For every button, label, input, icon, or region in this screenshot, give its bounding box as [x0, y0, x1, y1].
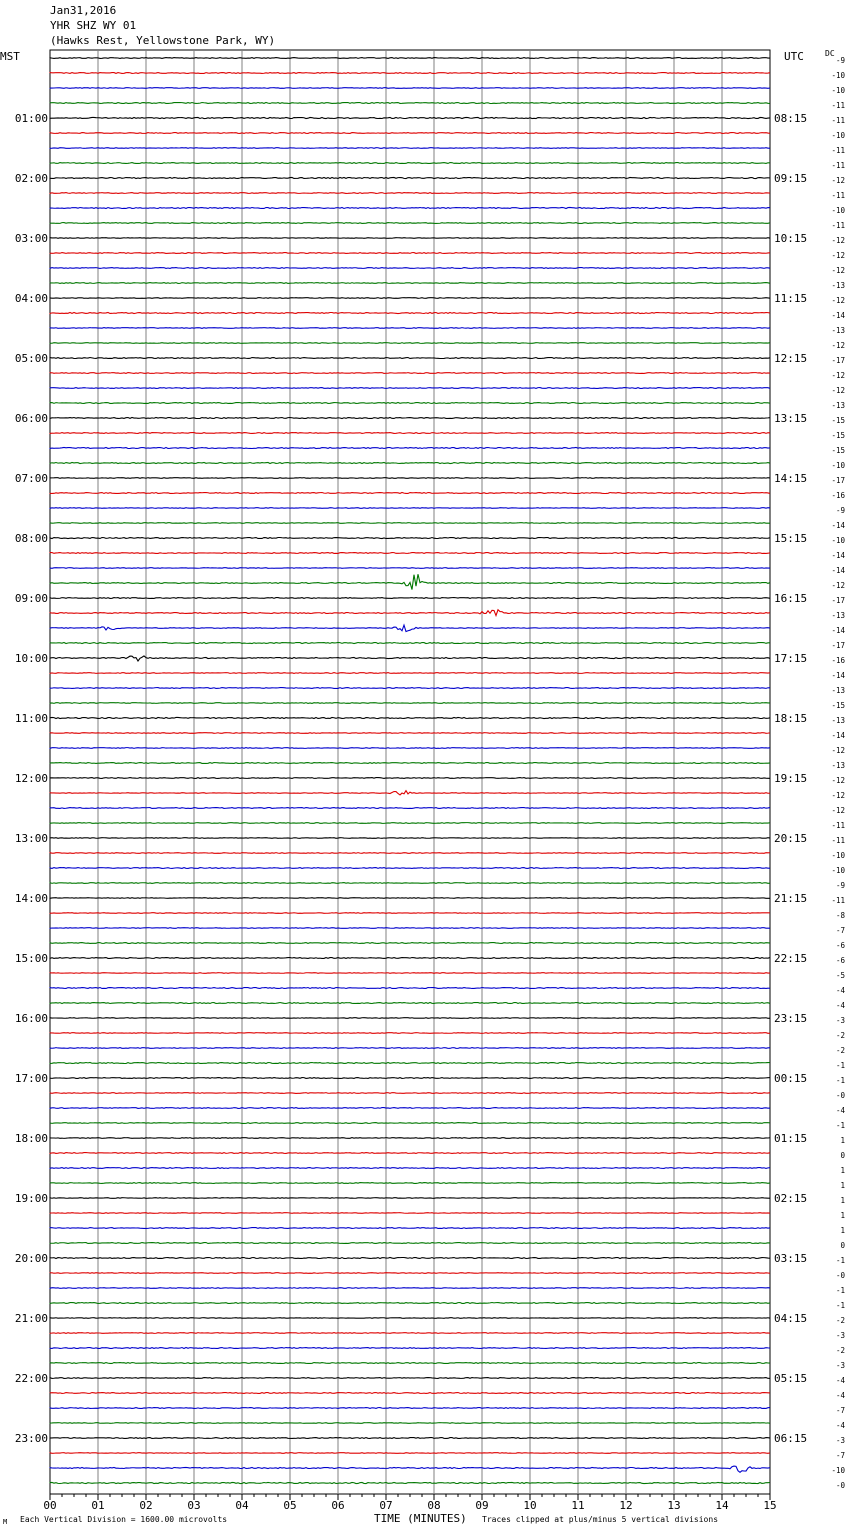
- dc-offset-label: -13: [831, 281, 845, 290]
- dc-offset-label: -12: [831, 776, 845, 785]
- dc-offset-label: 1: [840, 1166, 845, 1175]
- dc-offset-label: -11: [831, 191, 845, 200]
- dc-offset-label: -6: [835, 956, 845, 965]
- trace-line: [50, 1393, 770, 1394]
- utc-hour-label: 16:15: [774, 592, 808, 605]
- dc-offset-label: -16: [831, 656, 845, 665]
- dc-offset-label: -15: [831, 416, 845, 425]
- dc-offset-label: -12: [831, 251, 845, 260]
- dc-offset-label: -5: [835, 971, 845, 980]
- x-tick-label: 13: [667, 1499, 681, 1512]
- trace-line: [50, 358, 770, 359]
- trace-line: [50, 1123, 770, 1124]
- x-tick-label: 07: [379, 1499, 393, 1512]
- dc-offset-label: -13: [831, 326, 845, 335]
- x-tick-label: 11: [571, 1499, 585, 1512]
- trace-line: [50, 433, 770, 434]
- utc-hour-label: 02:15: [774, 1192, 808, 1205]
- dc-offset-label: -11: [831, 146, 845, 155]
- dc-offset-label: -14: [831, 311, 845, 320]
- dc-offset-label: -9: [835, 506, 845, 515]
- mst-hour-label: 05:00: [14, 352, 48, 365]
- utc-hour-label: 17:15: [774, 652, 808, 665]
- dc-offset-label: -4: [835, 1106, 845, 1115]
- dc-offset-label: -12: [831, 581, 845, 590]
- dc-offset-label: -12: [831, 806, 845, 815]
- corner-mark: M: [3, 1518, 8, 1526]
- trace-line: [50, 268, 770, 269]
- trace-line: [50, 1482, 770, 1483]
- mst-hour-label: 03:00: [14, 232, 48, 245]
- dc-offset-label: -7: [835, 926, 845, 935]
- trace-line: [50, 177, 770, 178]
- dc-offset-label: -10: [831, 851, 845, 860]
- utc-hour-label: 10:15: [774, 232, 808, 245]
- dc-offset-label: -4: [835, 986, 845, 995]
- dc-offset-label: -10: [831, 206, 845, 215]
- dc-offset-label: -14: [831, 521, 845, 530]
- mst-hour-label: 04:00: [14, 292, 48, 305]
- trace-line: [50, 898, 770, 899]
- trace-line: [50, 253, 770, 254]
- dc-offset-label: -2: [835, 1031, 845, 1040]
- mst-hour-label: 23:00: [14, 1432, 48, 1445]
- utc-hour-label: 11:15: [774, 292, 808, 305]
- utc-hour-label: 22:15: [774, 952, 808, 965]
- utc-hour-label: 01:15: [774, 1132, 808, 1145]
- dc-offset-label: -17: [831, 356, 845, 365]
- plot-frame: [50, 50, 770, 1494]
- plot-date: Jan31,2016: [50, 4, 117, 17]
- dc-offset-label: -12: [831, 341, 845, 350]
- trace-line: [50, 1243, 770, 1244]
- dc-offset-label: -10: [831, 461, 845, 470]
- mst-hour-label: 16:00: [14, 1012, 48, 1025]
- dc-offset-label: -2: [835, 1046, 845, 1055]
- trace-line: [50, 1423, 770, 1424]
- dc-offset-label: -17: [831, 596, 845, 605]
- trace-line: [50, 958, 770, 959]
- dc-offset-label: -4: [835, 1391, 845, 1400]
- trace-line: [50, 598, 770, 599]
- dc-offset-label: -9: [835, 56, 845, 65]
- trace-line: [50, 1288, 770, 1289]
- dc-offset-label: -10: [831, 866, 845, 875]
- trace-line: [50, 943, 770, 944]
- dc-offset-label: -0: [835, 1271, 845, 1280]
- mst-hour-label: 15:00: [14, 952, 48, 965]
- dc-offset-label: -12: [831, 176, 845, 185]
- trace-line: [50, 642, 770, 643]
- mst-hour-label: 06:00: [14, 412, 48, 425]
- trace-line: [50, 973, 770, 974]
- utc-hour-label: 00:15: [774, 1072, 808, 1085]
- dc-offset-label: -14: [831, 551, 845, 560]
- dc-offset-label: -15: [831, 701, 845, 710]
- dc-offset-label: -12: [831, 746, 845, 755]
- trace-line: [50, 1466, 770, 1472]
- dc-offset-label: -13: [831, 401, 845, 410]
- dc-offset-label: -11: [831, 221, 845, 230]
- dc-offset-label: -7: [835, 1406, 845, 1415]
- trace-line: [50, 388, 770, 389]
- x-tick-label: 10: [523, 1499, 537, 1512]
- trace-line: [50, 1168, 770, 1169]
- trace-line: [50, 1333, 770, 1334]
- x-tick-label: 04: [235, 1499, 249, 1512]
- dc-offset-label: -11: [831, 161, 845, 170]
- trace-line: [50, 610, 770, 616]
- trace-line: [50, 537, 770, 538]
- trace-line: [50, 343, 770, 344]
- trace-line: [50, 193, 770, 194]
- trace-line: [50, 656, 770, 661]
- trace-line: [50, 868, 770, 869]
- trace-line: [50, 838, 770, 839]
- trace-line: [50, 1093, 770, 1094]
- trace-line: [50, 1048, 770, 1049]
- mst-hour-label: 21:00: [14, 1312, 48, 1325]
- trace-line: [50, 1228, 770, 1229]
- trace-line: [50, 1363, 770, 1364]
- trace-line: [50, 418, 770, 419]
- trace-line: [50, 133, 770, 134]
- dc-offset-label: -1: [835, 1256, 845, 1265]
- mst-hour-label: 01:00: [14, 112, 48, 125]
- trace-line: [50, 717, 770, 718]
- trace-line: [50, 688, 770, 689]
- dc-offset-label: 1: [840, 1136, 845, 1145]
- utc-hour-label: 23:15: [774, 1012, 808, 1025]
- dc-offset-label: -4: [835, 1421, 845, 1430]
- trace-line: [50, 778, 770, 779]
- dc-offset-label: 0: [840, 1241, 845, 1250]
- dc-offset-label: -14: [831, 731, 845, 740]
- trace-line: [50, 103, 770, 104]
- trace-line: [50, 1348, 770, 1349]
- trace-line: [50, 88, 770, 89]
- trace-line: [50, 928, 770, 929]
- trace-line: [50, 703, 770, 704]
- dc-offset-label: -11: [831, 116, 845, 125]
- trace-line: [50, 1153, 770, 1154]
- dc-offset-label: -1: [835, 1076, 845, 1085]
- trace-line: [50, 1303, 770, 1304]
- trace-line: [50, 478, 770, 479]
- mst-hour-label: 02:00: [14, 172, 48, 185]
- trace-line: [50, 1033, 770, 1034]
- utc-hour-label: 15:15: [774, 532, 808, 545]
- trace-line: [50, 1108, 770, 1109]
- trace-line: [50, 733, 770, 734]
- dc-offset-label: -15: [831, 431, 845, 440]
- dc-offset-label: -2: [835, 1316, 845, 1325]
- dc-offset-label: -9: [835, 881, 845, 890]
- trace-line: [50, 1273, 770, 1274]
- mst-hour-label: 18:00: [14, 1132, 48, 1145]
- utc-hour-label: 09:15: [774, 172, 808, 185]
- trace-line: [50, 1183, 770, 1184]
- dc-offset-label: -17: [831, 641, 845, 650]
- dc-offset-label: -13: [831, 761, 845, 770]
- trace-line: [50, 373, 770, 374]
- trace-line: [50, 574, 770, 589]
- x-tick-label: 06: [331, 1499, 345, 1512]
- trace-line: [50, 207, 770, 208]
- trace-line: [50, 1258, 770, 1259]
- mst-hour-label: 22:00: [14, 1372, 48, 1385]
- trace-line: [50, 748, 770, 749]
- dc-offset-label: -14: [831, 671, 845, 680]
- trace-line: [50, 223, 770, 224]
- trace-line: [50, 283, 770, 284]
- x-tick-label: 08: [427, 1499, 441, 1512]
- dc-offset-label: 1: [840, 1211, 845, 1220]
- dc-offset-label: -14: [831, 566, 845, 575]
- mst-hour-label: 14:00: [14, 892, 48, 905]
- mst-hour-label: 11:00: [14, 712, 48, 725]
- trace-line: [50, 238, 770, 239]
- trace-line: [50, 117, 770, 118]
- trace-line: [50, 148, 770, 149]
- dc-offset-label: -14: [831, 626, 845, 635]
- x-tick-label: 03: [187, 1499, 201, 1512]
- x-tick-label: 15: [763, 1499, 777, 1512]
- trace-line: [50, 1003, 770, 1004]
- utc-hour-label: 03:15: [774, 1252, 808, 1265]
- trace-line: [50, 1078, 770, 1079]
- dc-offset-label: -3: [835, 1361, 845, 1370]
- trace-line: [50, 1318, 770, 1319]
- dc-offset-label: -0: [835, 1481, 845, 1490]
- x-tick-label: 14: [715, 1499, 729, 1512]
- trace-line: [50, 913, 770, 914]
- trace-line: [50, 403, 770, 404]
- trace-line: [50, 493, 770, 494]
- dc-offset-label: -12: [831, 296, 845, 305]
- mst-axis-label: MST: [0, 50, 20, 63]
- x-tick-label: 12: [619, 1499, 633, 1512]
- mst-hour-label: 08:00: [14, 532, 48, 545]
- x-tick-label: 01: [91, 1499, 105, 1512]
- trace-line: [50, 568, 770, 569]
- trace-line: [50, 1198, 770, 1199]
- dc-offset-label: 1: [840, 1196, 845, 1205]
- dc-offset-label: -10: [831, 71, 845, 80]
- trace-line: [50, 673, 770, 674]
- trace-line: [50, 163, 770, 164]
- trace-line: [50, 808, 770, 809]
- trace-line: [50, 462, 770, 463]
- trace-line: [50, 823, 770, 824]
- mst-hour-label: 17:00: [14, 1072, 48, 1085]
- utc-hour-label: 21:15: [774, 892, 808, 905]
- x-tick-label: 05: [283, 1499, 297, 1512]
- dc-offset-label: -3: [835, 1016, 845, 1025]
- trace-line: [50, 1378, 770, 1379]
- x-tick-label: 00: [43, 1499, 57, 1512]
- trace-line: [50, 1063, 770, 1064]
- dc-offset-label: -7: [835, 1451, 845, 1460]
- dc-offset-label: -12: [831, 236, 845, 245]
- utc-hour-label: 13:15: [774, 412, 808, 425]
- dc-header-label: DC: [825, 49, 835, 58]
- dc-offset-label: -12: [831, 266, 845, 275]
- mst-hour-label: 20:00: [14, 1252, 48, 1265]
- utc-axis-label: UTC: [784, 50, 804, 63]
- dc-offset-label: -16: [831, 491, 845, 500]
- dc-offset-label: -0: [835, 1091, 845, 1100]
- dc-offset-label: -10: [831, 1466, 845, 1475]
- trace-line: [50, 523, 770, 524]
- dc-offset-label: -12: [831, 371, 845, 380]
- trace-line: [50, 58, 770, 59]
- trace-line: [50, 73, 770, 74]
- dc-offset-label: -4: [835, 1376, 845, 1385]
- mst-hour-label: 19:00: [14, 1192, 48, 1205]
- dc-offset-label: -3: [835, 1331, 845, 1340]
- utc-hour-label: 05:15: [774, 1372, 808, 1385]
- trace-line: [50, 763, 770, 764]
- dc-offset-label: -11: [831, 896, 845, 905]
- trace-line: [50, 508, 770, 509]
- plot-station: YHR SHZ WY 01: [50, 19, 137, 32]
- trace-line: [50, 1408, 770, 1409]
- scale-note: Each Vertical Division = 1600.00 microvolts: [20, 1515, 228, 1524]
- mst-hour-label: 07:00: [14, 472, 48, 485]
- dc-offset-label: -13: [831, 611, 845, 620]
- trace-line: [50, 1438, 770, 1439]
- dc-offset-label: -4: [835, 1001, 845, 1010]
- mst-hour-label: 10:00: [14, 652, 48, 665]
- dc-offset-label: -11: [831, 101, 845, 110]
- x-tick-label: 02: [139, 1499, 153, 1512]
- utc-hour-label: 08:15: [774, 112, 808, 125]
- mst-hour-label: 09:00: [14, 592, 48, 605]
- trace-line: [50, 883, 770, 884]
- dc-offset-label: -2: [835, 1346, 845, 1355]
- utc-hour-label: 04:15: [774, 1312, 808, 1325]
- dc-offset-label: 0: [840, 1151, 845, 1160]
- dc-offset-label: 1: [840, 1181, 845, 1190]
- dc-offset-label: -1: [835, 1301, 845, 1310]
- dc-offset-label: -10: [831, 86, 845, 95]
- mst-hour-label: 12:00: [14, 772, 48, 785]
- dc-offset-label: -15: [831, 446, 845, 455]
- trace-line: [50, 1453, 770, 1454]
- dc-offset-label: -13: [831, 716, 845, 725]
- trace-line: [50, 447, 770, 448]
- utc-hour-label: 20:15: [774, 832, 808, 845]
- dc-offset-label: -1: [835, 1061, 845, 1070]
- dc-offset-label: -11: [831, 821, 845, 830]
- trace-line: [50, 1138, 770, 1139]
- trace-line: [50, 553, 770, 554]
- dc-offset-label: -10: [831, 131, 845, 140]
- trace-line: [50, 298, 770, 299]
- dc-offset-label: -10: [831, 536, 845, 545]
- utc-hour-label: 19:15: [774, 772, 808, 785]
- trace-line: [50, 791, 770, 795]
- dc-offset-label: -8: [835, 911, 845, 920]
- trace-line: [50, 312, 770, 313]
- mst-hour-label: 13:00: [14, 832, 48, 845]
- dc-offset-label: -12: [831, 791, 845, 800]
- utc-hour-label: 12:15: [774, 352, 808, 365]
- utc-hour-label: 18:15: [774, 712, 808, 725]
- dc-offset-label: -1: [835, 1121, 845, 1130]
- dc-offset-label: -11: [831, 836, 845, 845]
- x-tick-label: 09: [475, 1499, 489, 1512]
- trace-line: [50, 1018, 770, 1019]
- dc-offset-label: -3: [835, 1436, 845, 1445]
- time-axis-label: TIME (MINUTES): [374, 1512, 467, 1525]
- trace-line: [50, 328, 770, 329]
- trace-line: [50, 853, 770, 854]
- dc-offset-label: -13: [831, 686, 845, 695]
- dc-offset-label: -6: [835, 941, 845, 950]
- trace-line: [50, 988, 770, 989]
- dc-offset-label: 1: [840, 1226, 845, 1235]
- clip-note: Traces clipped at plus/minus 5 vertical divisions: [482, 1515, 719, 1524]
- trace-line: [50, 625, 770, 631]
- utc-hour-label: 14:15: [774, 472, 808, 485]
- utc-hour-label: 06:15: [774, 1432, 808, 1445]
- dc-offset-label: -1: [835, 1286, 845, 1295]
- dc-offset-label: -12: [831, 386, 845, 395]
- trace-line: [50, 1213, 770, 1214]
- plot-location: (Hawks Rest, Yellowstone Park, WY): [50, 34, 276, 47]
- dc-offset-label: -17: [831, 476, 845, 485]
